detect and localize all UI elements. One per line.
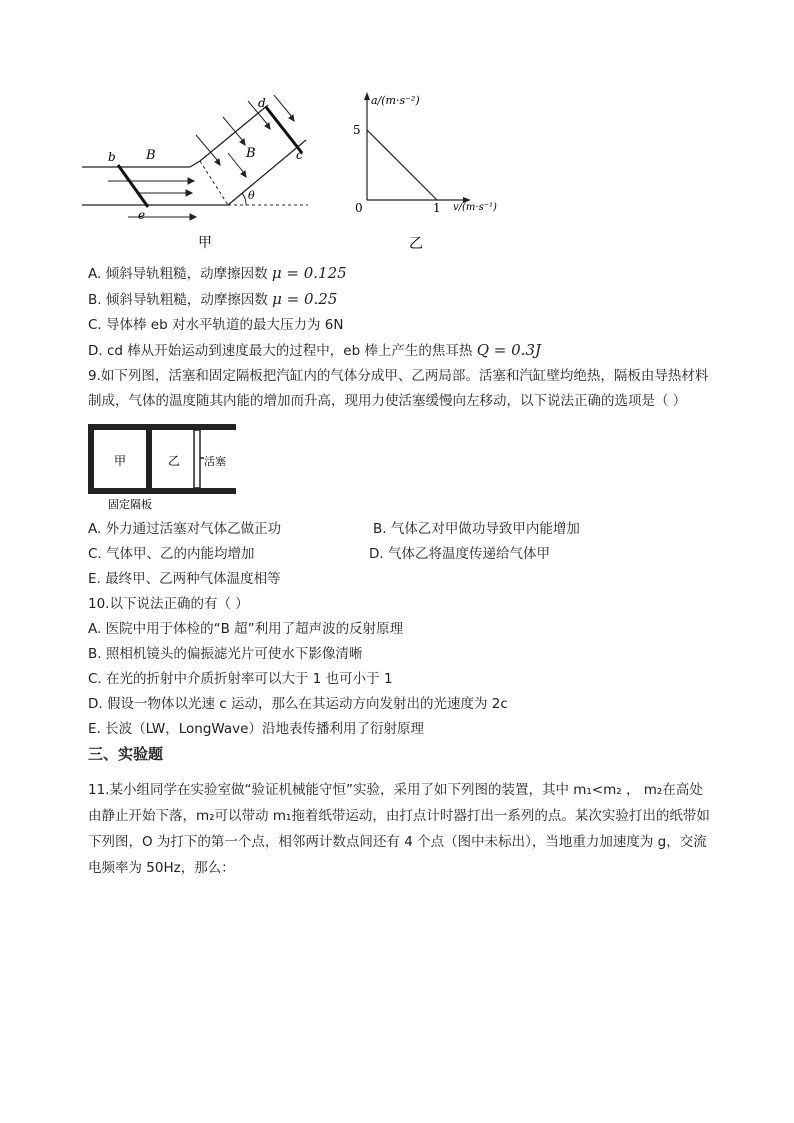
caption-yi: 乙 (409, 236, 423, 252)
q11-line3: 下列图，O 为打下的第一个点，相邻两计数点间还有 4 个点（图中未标出），当地重力加速度为 g，交流 (88, 834, 707, 850)
y-tick-label: 5 (353, 123, 361, 137)
label-jia: 甲 (114, 454, 127, 468)
x-tick-label: 1 (433, 201, 441, 215)
q9-stem-line1: 9.如下列图，活塞和固定隔板把汽缸内的气体分成甲、乙两局部。活塞和汽缸壁均绝热，隔板由导热材料 (88, 368, 709, 384)
q10-option-c: C. 在光的折射中介质折射率可以大于 1 也可小于 1 (88, 671, 393, 687)
label-B2: B (246, 146, 256, 161)
q8-option-a-math: μ = 0.125 (271, 264, 347, 282)
q8-option-c: C. 导体棒 eb 对水平轨道的最大压力为 6N (88, 317, 344, 333)
q8-option-a-text: A. 倾斜导轨粗糙，动摩擦因数 (88, 266, 268, 282)
label-piston: 活塞 (204, 455, 226, 468)
q8-option-d-text: D. cd 棒从开始运动到速度最大的过程中，eb 棒上产生的焦耳热 (88, 343, 473, 359)
piston (194, 430, 200, 488)
q9-stem-line2: 制成，气体的温度随其内能的增加而升高，现用力使活塞缓慢向左移动，以下说法正确的选项是（ ） (88, 393, 687, 409)
label-b: b (108, 150, 116, 164)
q8-option-a (88, 263, 347, 284)
q9-option-a: A. 外力通过活塞对气体乙做正功 (88, 521, 282, 537)
q11-line2: 由静止开始下落，m₂可以带动 m₁拖着纸带运动，由打点计时器打出一系列的点。某次实验打出的纸带如 (88, 808, 710, 824)
q8-option-b-text: B. 倾斜导轨粗糙，动摩擦因数 (88, 292, 268, 308)
figure-cylinder (86, 420, 256, 512)
y-axis-label: a/(m·s⁻²) (371, 94, 420, 107)
label-d: d (258, 96, 266, 110)
series-line (367, 130, 437, 200)
q8-option-b-math: μ = 0.25 (272, 290, 338, 308)
label-theta: θ (248, 189, 255, 202)
caption-jia: 甲 (198, 235, 212, 251)
section-title: 三、实验题 (88, 745, 164, 763)
figure-jia (78, 95, 338, 255)
q10-option-d: D. 假设一物体以光速 c 运动，那么在其运动方向发射出的光速度为 2c (88, 696, 508, 712)
q9-option-d: D. 气体乙将温度传递给气体甲 (369, 546, 550, 562)
q9-option-e: E. 最终甲、乙两种气体温度相等 (88, 571, 281, 587)
fixed-partition (146, 430, 152, 488)
q8-option-b (88, 289, 337, 310)
q10-option-b: B. 照相机镜头的偏振滤光片可使水下影像清晰 (88, 646, 363, 662)
q11-line1: 11.某小组同学在实验室做“验证机械能守恒”实验，采用了如下列图的装置，其中 m₁<m₂ ， m₂在高处 (88, 782, 703, 798)
label-partition: 固定隔板 (108, 498, 152, 511)
label-c: c (296, 148, 303, 162)
q10-option-e: E. 长波（LW，LongWave）沿地表传播利用了衍射原理 (88, 721, 424, 737)
q8-option-d-math: Q = 0.3J (476, 341, 542, 359)
field-arrows-horizontal (108, 178, 196, 220)
incline-rail-top (190, 161, 200, 167)
incline-boundary (200, 161, 228, 205)
field-arrows-incline (196, 95, 294, 177)
incline-rail-lower (228, 140, 306, 205)
label-e: e (138, 208, 146, 222)
label-yi: 乙 (168, 454, 181, 468)
figure-yi-chart (345, 92, 535, 252)
q10-option-a: A. 医院中用于体检的“B 超”利用了超声波的反射原理 (88, 621, 404, 637)
label-B1: B (146, 148, 156, 163)
q9-option-b: B. 气体乙对甲做功导致甲内能增加 (373, 521, 580, 537)
q9-option-c: C. 气体甲、乙的内能均增加 (88, 546, 255, 562)
rod-cd (266, 107, 302, 153)
rod-eb (118, 165, 148, 207)
q11-line4: 电频率为 50Hz，那么： (88, 860, 235, 876)
x-axis-label: v/(m·s⁻¹) (453, 202, 497, 213)
q10-stem: 10.以下说法正确的有（ ） (88, 596, 249, 612)
y-axis-arrow (364, 92, 370, 100)
theta-arc (242, 193, 246, 205)
q8-option-d (88, 340, 541, 361)
origin-label: 0 (355, 201, 363, 215)
